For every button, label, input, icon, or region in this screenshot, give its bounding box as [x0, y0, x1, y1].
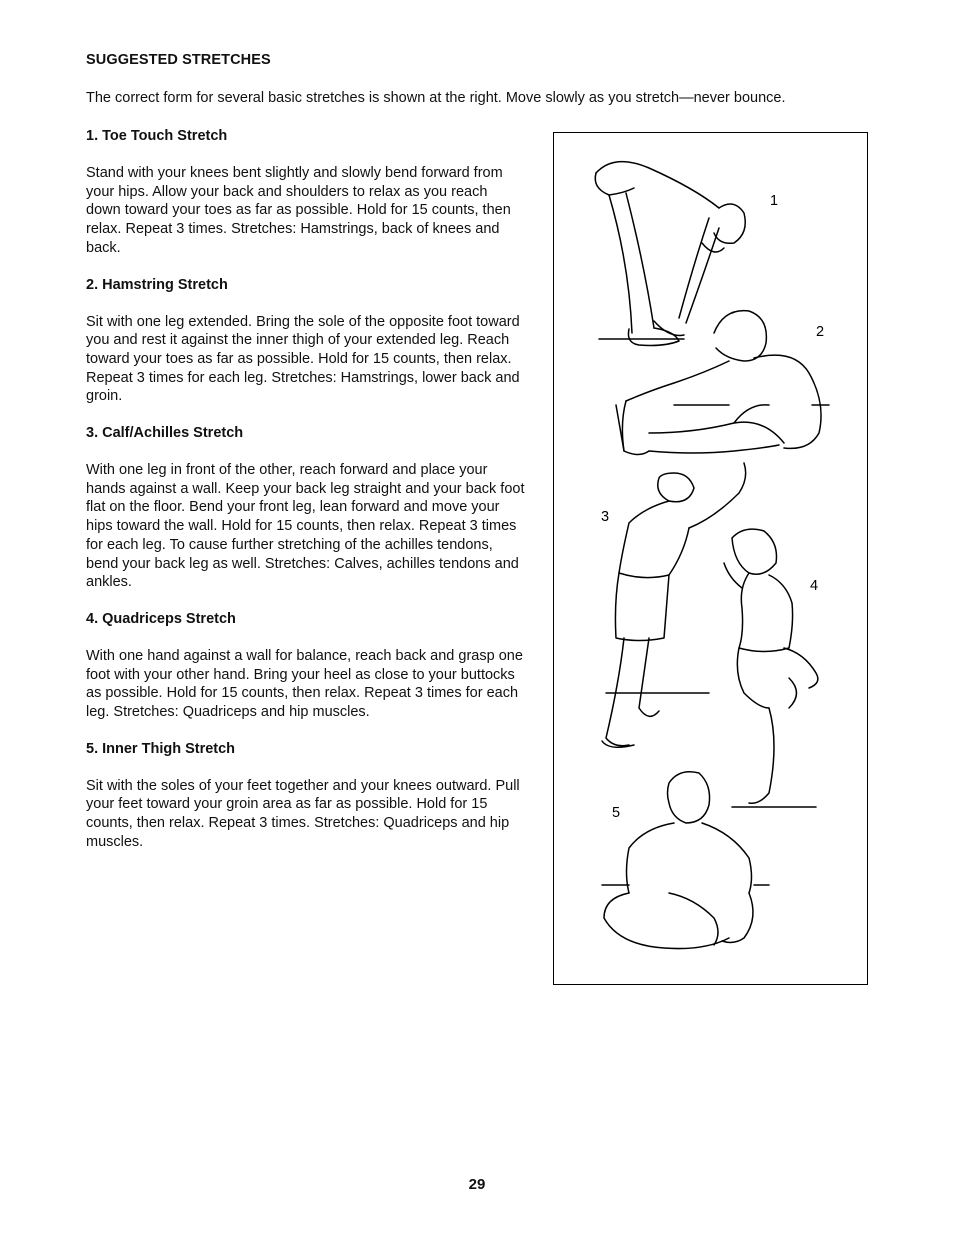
figure-calf-achilles-illustration	[602, 463, 746, 747]
stretch-title: 4. Quadriceps Stretch	[86, 610, 236, 627]
stretch-title: 3. Calf/Achilles Stretch	[86, 425, 244, 442]
stretch-title: 1. Toe Touch Stretch	[86, 128, 228, 144]
stretch-description: With one hand against a wall for balance, reach back and grasp one foot with your other hand. Bring your heel as close to your buttocks as possible. Hold for 15 counts, then relax. Repeat 3 times for each leg. Stretches: Quadriceps and hip muscles.	[86, 647, 523, 721]
figure-toe-touch-illustration	[595, 162, 745, 346]
stretch-description: Sit with one leg extended. Bring the sole of the opposite foot toward you and rest it against the inner thigh of your extended leg. Reach toward your toes as far as possible. Hold for 15 counts, then relax. Repeat 3 times for each leg. Stretches: Hamstrings, lower back and groin.	[86, 313, 520, 405]
figure-label-1: 1	[770, 193, 779, 209]
stretch-hamstring	[86, 276, 526, 407]
figure-label-4: 4	[810, 578, 819, 594]
stretch-toe-touch	[86, 127, 526, 258]
stretch-title: 5. Inner Thigh Stretch	[86, 740, 236, 757]
stretch-illustrations	[554, 133, 869, 986]
figure-label-5: 5	[612, 805, 621, 821]
figure-label-3: 3	[601, 509, 610, 525]
page-number: 29	[468, 1176, 486, 1193]
stretch-title: 2. Hamstring Stretch	[86, 276, 228, 293]
page-title: SUGGESTED STRETCHES	[86, 52, 271, 68]
stretch-list	[86, 127, 526, 870]
figure-hamstring-illustration	[616, 311, 829, 455]
stretch-illustration-panel	[553, 132, 868, 985]
stretch-description: With one leg in front of the other, reach forward and place your hands against a wall. Keep your back leg straight and your back foot flat on the floor. Bend your front leg, lean forward and move your hips toward the wall. Hold for 15 counts, then relax. Repeat 3 times for each leg. To cause further stretching of the achilles tendons, bend your back leg as well. Stretches: Calves, achilles tendons and ankles.	[86, 462, 525, 591]
stretch-quadriceps	[86, 610, 526, 722]
stretch-calf-achilles	[86, 424, 526, 592]
stretch-description: Sit with the soles of your feet together and your knees outward. Pull your feet toward your groin area as far as possible. Hold for 15 counts, then relax. Repeat 3 times. Stretches: Quadriceps and hip muscles.	[86, 777, 520, 850]
intro-paragraph: The correct form for several basic stretches is shown at the right. Move slowly as you stretch—never bounce.	[86, 90, 786, 106]
figure-label-2: 2	[816, 324, 825, 340]
figure-quadriceps-illustration	[724, 529, 818, 807]
stretch-inner-thigh	[86, 740, 526, 852]
stretch-description: Stand with your knees bent slightly and slowly bend forward from your hips. Allow your back and shoulders to relax as you reach down toward your toes as far as possible. Hold for 15 counts, then relax. Repeat 3 times. Stretches: Hamstrings, back of knees and back.	[86, 165, 511, 256]
figure-inner-thigh-illustration	[602, 772, 769, 949]
